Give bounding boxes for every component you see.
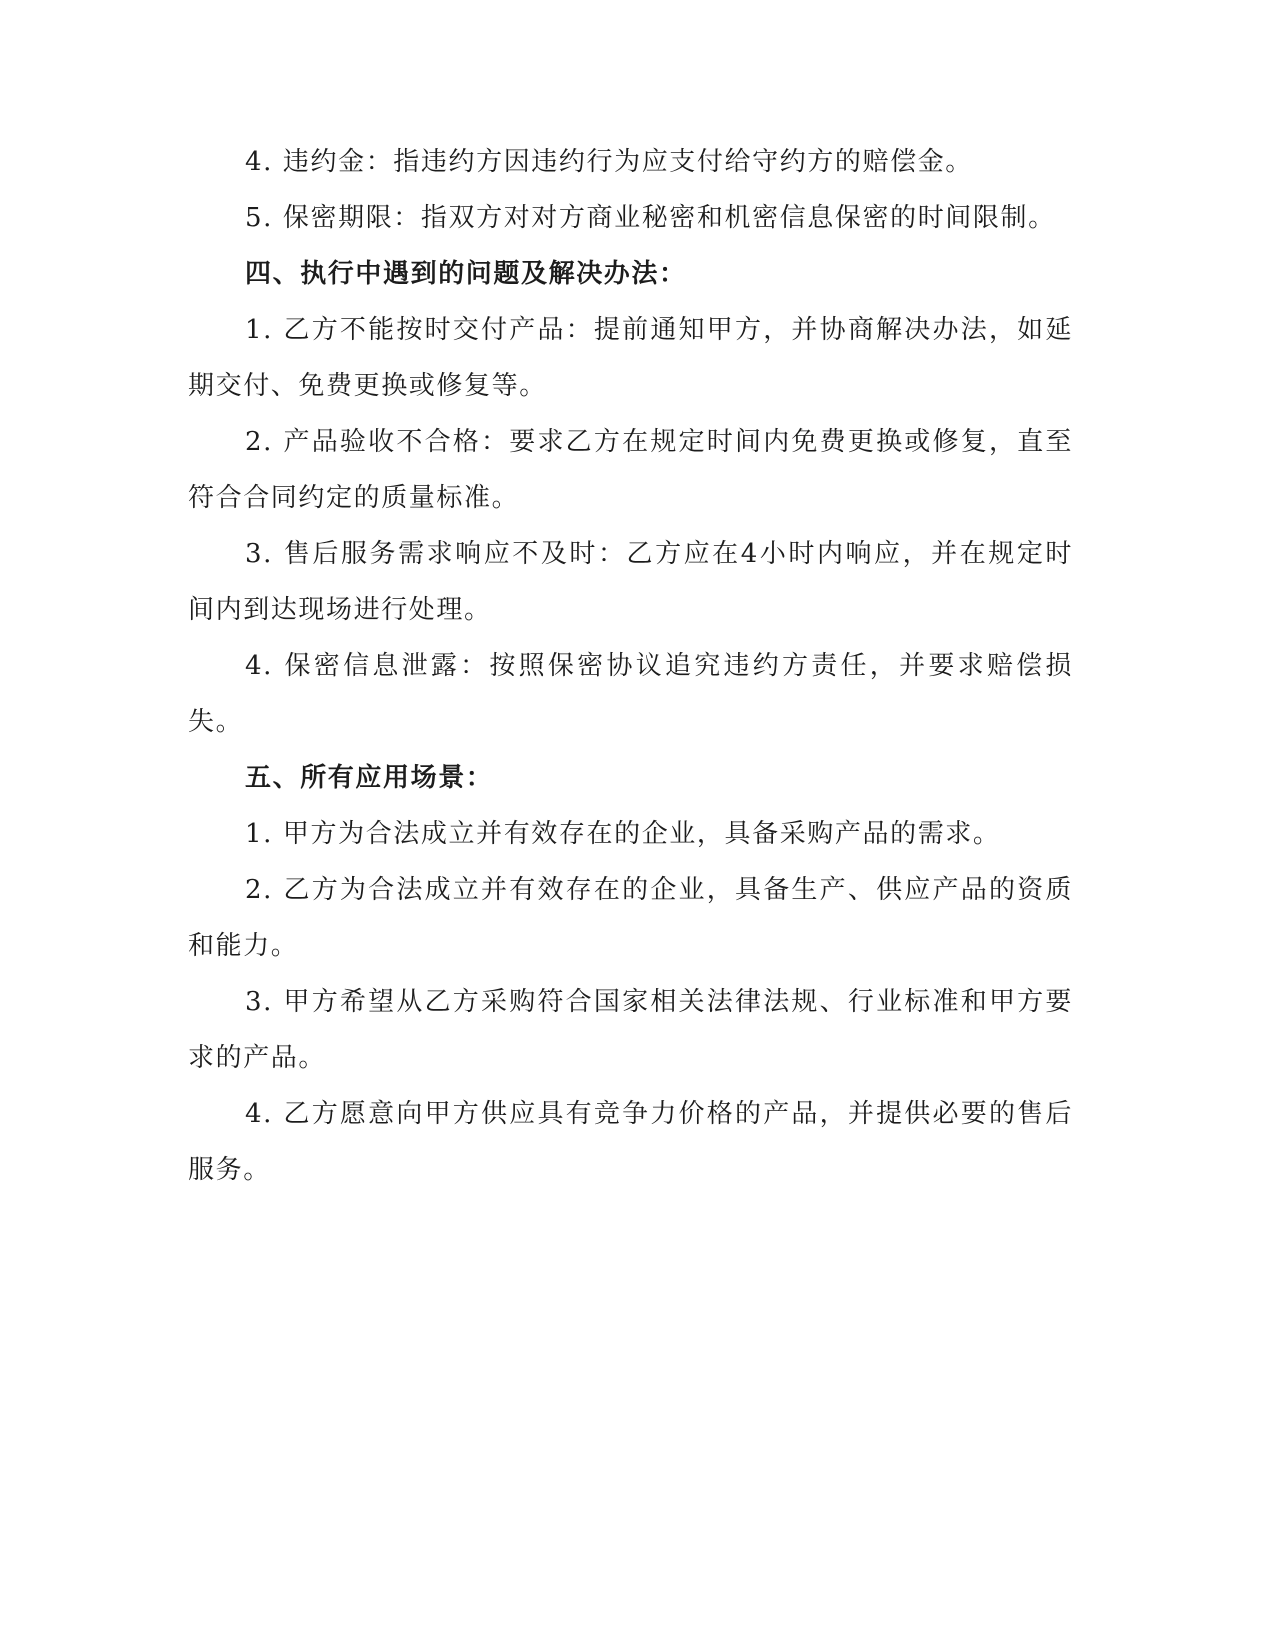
item-text: 保密期限：指双方对对方商业秘密和机密信息保密的时间限制。 xyxy=(282,203,1056,233)
item-number: 4. xyxy=(245,1099,274,1129)
item-number: 3. xyxy=(245,987,274,1017)
list-item xyxy=(188,974,1073,1086)
item-text: 产品验收不合格：要求乙方在规定时间内免费更换或修复，直至符合合同约定的质量标准。 xyxy=(188,427,1073,513)
section-heading: 五、所有应用场景： xyxy=(245,763,494,793)
list-item xyxy=(188,862,1073,974)
item-number: 1. xyxy=(245,819,274,849)
item-text: 售后服务需求响应不及时：乙方应在4小时内响应，并在规定时间内到达现场进行处理。 xyxy=(188,539,1073,625)
list-item xyxy=(188,134,1073,190)
item-number: 4. xyxy=(245,147,274,177)
item-text: 违约金：指违约方因违约行为应支付给守约方的赔偿金。 xyxy=(282,147,973,177)
list-item xyxy=(188,190,1073,246)
list-item xyxy=(188,414,1073,526)
item-number: 1. xyxy=(245,315,274,345)
item-text: 乙方为合法成立并有效存在的企业，具备生产、供应产品的资质和能力。 xyxy=(188,875,1073,961)
list-item xyxy=(188,302,1073,414)
item-text: 乙方愿意向甲方供应具有竞争力价格的产品，并提供必要的售后服务。 xyxy=(188,1099,1073,1185)
item-number: 4. xyxy=(245,651,274,681)
list-item xyxy=(188,638,1073,750)
item-number: 3. xyxy=(245,539,274,569)
section-heading: 四、执行中遇到的问题及解决办法： xyxy=(245,259,687,289)
item-number: 5. xyxy=(245,203,274,233)
list-item xyxy=(188,806,1073,862)
list-item xyxy=(188,526,1073,638)
document-page xyxy=(188,134,1073,1198)
list-item xyxy=(188,1086,1073,1198)
item-text: 乙方不能按时交付产品：提前通知甲方，并协商解决办法，如延期交付、免费更换或修复等。 xyxy=(188,315,1073,401)
item-number: 2. xyxy=(245,875,274,905)
item-number: 2. xyxy=(245,427,274,457)
item-text: 甲方为合法成立并有效存在的企业，具备采购产品的需求。 xyxy=(282,819,1001,849)
item-text: 甲方希望从乙方采购符合国家相关法律法规、行业标准和甲方要求的产品。 xyxy=(188,987,1073,1073)
item-text: 保密信息泄露：按照保密协议追究违约方责任，并要求赔偿损失。 xyxy=(188,651,1073,737)
